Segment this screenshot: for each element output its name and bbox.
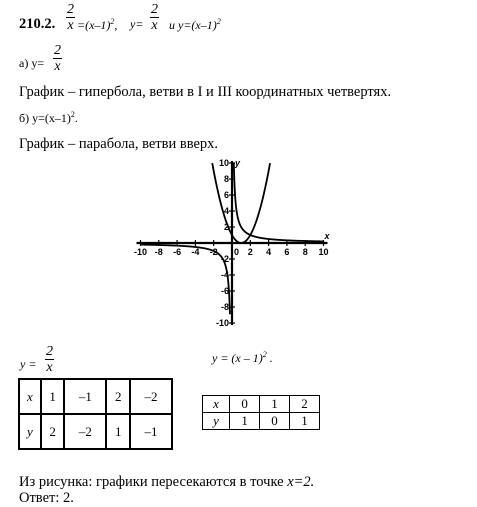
x-tick-label: 10 (318, 247, 329, 257)
y-tick-label: -2 (220, 254, 229, 264)
x-tick-label: 4 (266, 247, 272, 257)
table2-caption: y = (x – 1)$^2$ . (212, 350, 273, 365)
y-tick-label: 10 (218, 158, 229, 168)
table1-cell: –2 (130, 379, 172, 414)
table1-cell: –1 (130, 414, 172, 449)
x-tick-label: 8 (302, 247, 308, 257)
header-y-eq: y= (130, 17, 144, 31)
table2-row-head: y (203, 413, 230, 430)
table1-cell: 2 (41, 414, 65, 449)
part-a-fraction: $\frac{2}{x}$ (54, 43, 61, 74)
table2-row-head: x (203, 396, 230, 413)
table1-row (19, 414, 172, 449)
x-tick-label: 6 (284, 247, 290, 257)
header-eq1: $=(x-1)^2$, (77, 17, 118, 32)
table2-row (203, 396, 320, 413)
part-b-description: График – парабола, ветви вверх. (19, 136, 219, 152)
table1-cell: 2 (106, 379, 130, 414)
x-tick-label: -4 (191, 247, 200, 257)
table1-cell: 1 (106, 414, 130, 449)
x-tick-label: 2 (247, 247, 253, 257)
y-tick-label: 2 (223, 222, 229, 232)
table2-cell: 1 (260, 396, 290, 413)
header-fraction-1: $\frac{2}{x}$ (67, 2, 74, 33)
x-tick-label: -8 (154, 247, 163, 257)
table1-caption: y = $\frac{2}{x}$ (20, 344, 53, 375)
parabola-curve (212, 163, 270, 243)
hyperbola-branch-left (141, 245, 230, 315)
table2-cell: 1 (230, 413, 260, 430)
y-tick-label: 4 (223, 206, 229, 216)
answer: Ответ: 2. (19, 490, 74, 506)
origin-label: 0 (234, 247, 240, 257)
x-axis-label: x (324, 231, 330, 241)
x-tick-label: -6 (173, 247, 182, 257)
hyperbola-branch-right (234, 163, 324, 241)
table1-cell: –1 (64, 379, 106, 414)
table2 (202, 395, 320, 430)
table2-cell: 0 (230, 396, 260, 413)
y-tick-label: -6 (220, 286, 229, 296)
x-tick-label: -10 (133, 247, 148, 257)
table2-cell: 0 (260, 413, 290, 430)
part-a (19, 44, 459, 102)
table2-cell: 2 (290, 396, 320, 413)
y-tick-label: -8 (220, 302, 229, 312)
y-axis-label: y (235, 158, 241, 168)
header-fraction-2: $\frac{2}{x}$ (151, 2, 158, 33)
table1-row-head: x (19, 379, 41, 414)
table1-cell: –2 (64, 414, 106, 449)
y-tick-label: 8 (223, 174, 229, 184)
part-b (19, 108, 319, 154)
x-tick-label: -2 (209, 247, 218, 257)
table1-row-head: y (19, 414, 41, 449)
conclusion: Из рисунка: графики пересекаются в точке x=2. (19, 474, 315, 490)
part-b-label: б) $y=(x-1)^2$. (19, 110, 78, 125)
table1-fraction: $\frac{2}{x}$ (46, 344, 53, 375)
y-tick-label: -4 (220, 270, 229, 280)
y-tick-label: -10 (215, 318, 229, 328)
table2-cell: 1 (290, 413, 320, 430)
table1 (18, 378, 173, 450)
problem-header (19, 2, 319, 42)
table1-row (19, 379, 172, 414)
table2-row (203, 413, 320, 430)
part-a-description: График – гипербола, ветви в I и III координатных четвертях. (19, 84, 392, 100)
y-tick-label: 6 (223, 190, 229, 200)
problem-number: 210.2. (19, 16, 56, 32)
part-a-label: а) y= (19, 56, 45, 70)
header-eq2: и $y=(x-1)^2$ (169, 17, 221, 32)
table1-cell: 1 (41, 379, 65, 414)
